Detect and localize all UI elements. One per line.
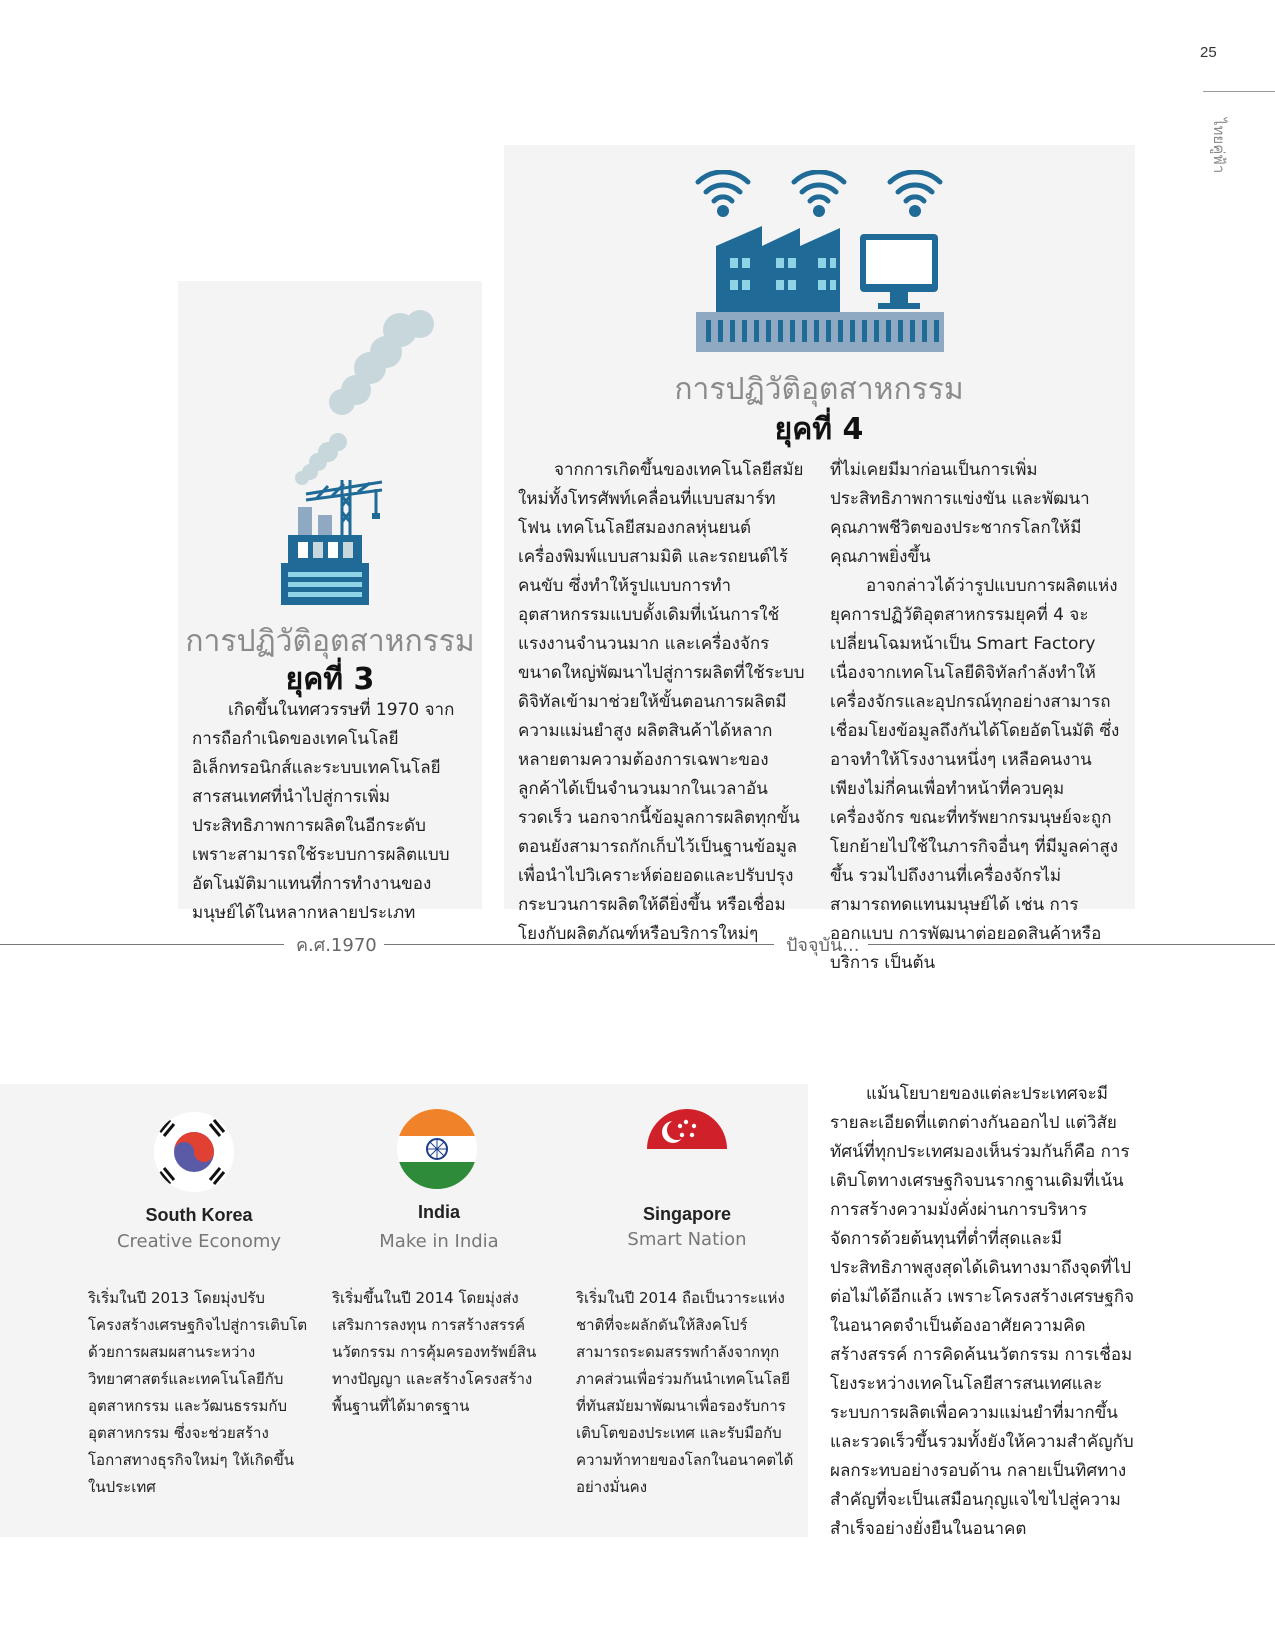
country-slogan-singapore: Smart Nation	[627, 1229, 747, 1250]
section-tab-line	[1203, 91, 1275, 92]
era3-title-light: การปฏิวัติอุตสาหกรรม	[185, 624, 475, 659]
section-tag: ไทยคู่ฟ้า	[1210, 118, 1228, 174]
era4-column-1	[518, 456, 806, 949]
south-korea-flag-icon	[152, 1110, 236, 1194]
wifi-icon	[698, 172, 940, 201]
era4-title-light: การปฏิวัติอุตสาหกรรม	[674, 372, 964, 407]
timeline-end-label: ปัจจุบัน...	[786, 935, 860, 956]
country-desc-india	[332, 1285, 548, 1420]
country-desc-text: ริเริ่มในปี 2013 โดยมุ่งปรับโครงสร้างเศรษฐกิจไปสู่การเติบโตด้วยการผสมผสานระหว่างวิทยาศาสตร์และเทคโนโลยีกับอุตสาหกรรม และวัฒนธรรมกับอุตสาหกรรม ซึ่งจะช่วยสร้างโอกาสทางธุรกิจใหม่ๆ ให้เกิดขึ้นในประเทศ	[88, 1289, 308, 1496]
factory-crane-icon	[276, 300, 446, 610]
era4-column-2	[830, 456, 1120, 978]
timeline-line-left	[0, 944, 284, 945]
closing-column	[830, 1080, 1136, 1544]
era3-paragraph: เกิดขึ้นในทศวรรษที่ 1970 จากการถือกำเนิดของเทคโนโลยีอิเล็กทรอนิกส์และระบบเทคโนโลยีสารสนเทศที่นำไปสู่การเพิ่มประสิทธิภาพการผลิตในอีกระดับ เพราะสามารถใช้ระบบการผลิตแบบอัตโนมัติมาแทนที่การทำงานของมนุษย์ได้ในหลากหลายประเภท	[192, 700, 455, 923]
india-flag-icon	[396, 1108, 478, 1190]
country-slogan-india: Make in India	[379, 1231, 499, 1252]
era4-title-bold: ยุคที่ 4	[774, 412, 864, 447]
era3-body	[192, 696, 468, 928]
country-desc-text: ริเริ่มในปี 2014 ถือเป็นวาระแห่งชาติที่จะผลักดันให้สิงคโปร์สามารถระดมสรรพกำลังจากทุกภาคส่วนเพื่อร่วมกันนำเทคโนโลยีที่ทันสมัยมาพัฒนาเพื่อรองรับการเติบโตของประเทศ และรับมือกับความท้าทายของโลกในอนาคตได้อย่างมั่นคง	[576, 1289, 794, 1496]
page-number: 25	[1200, 44, 1217, 61]
smart-factory-icon	[692, 170, 952, 356]
era4-col1-paragraph: จากการเกิดขึ้นของเทคโนโลยีสมัยใหม่ทั้งโทรศัพท์เคลื่อนที่แบบสมาร์ทโฟน เทคโนโลยีสมองกลหุ่นยนต์ เครื่องพิมพ์แบบสามมิติ และรถยนต์ไร้คนขับ ซึ่งทำให้รูปแบบการทำอุตสาหกรรมแบบดั้งเดิมที่เน้นการใช้แรงงานจำนวนมาก และเครื่องจักรขนาดใหญ่พัฒนาไปสู่การผลิตที่ใช้ระบบดิจิทัลเข้ามาช่วยให้ขั้นตอนการผลิตมีความแม่นยำสูง ผลิตสินค้าได้หลากหลายตามความต้องการเฉพาะของลูกค้าได้เป็นจำนวนมากในเวลาอันรวดเร็ว นอกจากนี้ข้อมูลการผลิตทุกขั้นตอนยังสามารถกักเก็บไว้เป็นฐานข้อมูลเพื่อนำไปวิเคราะห์ต่อยอดและปรับปรุงกระบวนการผลิตให้ดียิ่งขึ้น หรือเชื่อมโยงกับผลิตภัณฑ์หรือบริการใหม่ๆ	[518, 460, 805, 944]
country-name-south-korea: South Korea	[145, 1205, 253, 1225]
closing-paragraph: แม้นโยบายของแต่ละประเทศจะมีรายละเอียดที่แตกต่างกันออกไป แต่วิสัยทัศน์ที่ทุกประเทศมองเห็นร่วมกันก็คือ การเติบโตทางเศรษฐกิจบนรากฐานเดิมที่เน้นการสร้างความมั่งคั่งผ่านการบริหารจัดการด้วยต้นทุนที่ต่ำที่สุดและมีประสิทธิภาพสูงสุดได้เดินทางมาถึงจุดที่ไปต่อไม่ได้อีกแล้ว เพราะโครงสร้างเศรษฐกิจในอนาคตจำเป็นต้องอาศัยความคิดสร้างสรรค์ การคิดค้นนวัตกรรม การเชื่อมโยงระหว่างเทคโนโลยีสารสนเทศและระบบการผลิตเพื่อความแม่นยำที่มากขึ้น และรวดเร็วขึ้นรวมทั้งยังให้ความสำคัญกับผลกระทบอย่างรอบด้าน กลายเป็นทิศทางสำคัญที่จะเป็นเสมือนกุญแจไขไปสู่ความสำเร็จอย่างยั่งยืนในอนาคต	[830, 1084, 1135, 1539]
country-name-india: India	[417, 1202, 460, 1222]
era4-col2-paragraph-1: ที่ไม่เคยมีมาก่อนเป็นการเพิ่มประสิทธิภาพการแข่งขัน และพัฒนาคุณภาพชีวิตของประชากรโลกให้มีคุณภาพยิ่งขึ้น	[830, 460, 1090, 567]
country-name-singapore: Singapore	[642, 1204, 731, 1224]
computer-monitor-icon	[860, 234, 938, 309]
era3-title-bold: ยุคที่ 3	[285, 662, 375, 697]
country-desc-south-korea	[88, 1285, 308, 1501]
timeline-start-label: ค.ศ.1970	[296, 935, 377, 956]
country-desc-text: ริเริ่มขึ้นในปี 2014 โดยมุ่งส่งเสริมการลงทุน การสร้างสรรค์นวัตกรรม การคุ้มครองทรัพย์สินทางปัญญา และสร้างโครงสร้างพื้นฐานที่ได้มาตรฐาน	[332, 1289, 537, 1415]
timeline-line-right	[868, 944, 1275, 945]
country-slogan-south-korea: Creative Economy	[116, 1231, 282, 1252]
country-desc-singapore	[576, 1285, 796, 1501]
era4-col2-paragraph-2: อาจกล่าวได้ว่ารูปแบบการผลิตแห่งยุคการปฏิวัติอุตสาหกรรมยุคที่ 4 จะเปลี่ยนโฉมหน้าเป็น Smart Factory เนื่องจากเทคโนโลยีดิจิทัลกำลังทำให้เครื่องจักรและอุปกรณ์ทุกอย่างสามารถเชื่อมโยงข้อมูลถึงกันได้โดยอัตโนมัติ ซึ่งอาจทำให้โรงงานหนึ่งๆ เหลือคนงานเพียงไม่กี่คนเพื่อทำหน้าที่ควบคุมเครื่องจักร ขณะที่ทรัพยากรมนุษย์จะถูกโยกย้ายไปใช้ในภารกิจอื่นๆ ที่มีมูลค่าสูงขึ้น รวมไปถึงงานที่เครื่องจักรไม่สามารถทดแทนมนุษย์ได้ เช่น การออกแบบ การพัฒนาต่อยอดสินค้าหรือบริการ เป็นต้น	[830, 576, 1120, 973]
singapore-flag-icon	[646, 1108, 728, 1190]
timeline-line-middle	[384, 944, 774, 945]
